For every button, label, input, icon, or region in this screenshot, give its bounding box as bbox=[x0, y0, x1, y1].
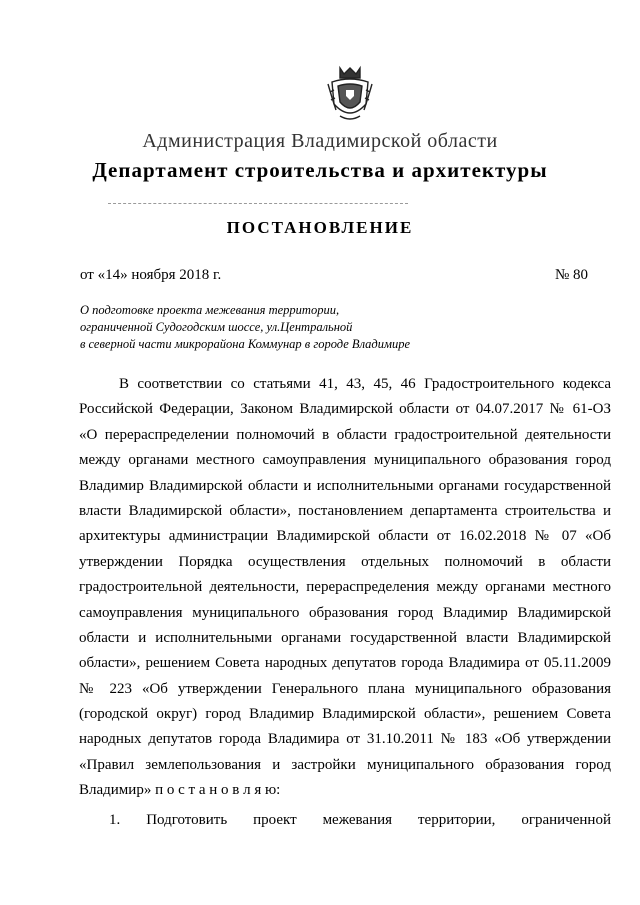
list-item-1 bbox=[79, 812, 611, 829]
body-line: № 223 «Об утверждении Генерального плана муниципального образования bbox=[79, 680, 611, 697]
header-divider bbox=[108, 203, 408, 204]
coat-of-arms-icon bbox=[326, 64, 374, 124]
body-line: В соответствии со статьями 41, 43, 45, 46 Градостроительного кодекса bbox=[119, 376, 611, 392]
body-line: области и исполнительными органами государственной власти Владимирской bbox=[79, 629, 611, 646]
body-line: Владимир Владимирской области и исполнительными органами государственной bbox=[79, 477, 611, 494]
list-item-word: Подготовить bbox=[146, 812, 228, 828]
list-item-word: ограниченной bbox=[521, 812, 611, 828]
body-line: самоуправления муниципального образования город Владимир Владимирской bbox=[79, 604, 611, 621]
document-body bbox=[79, 372, 611, 804]
subject-line: ограниченной Судогодским шоссе, ул.Центральной bbox=[80, 320, 353, 334]
body-line: утверждении Порядка осуществления отдельных полномочий в области bbox=[79, 553, 611, 570]
body-line: власти Владимирской области», постановлением департамента строительства и bbox=[79, 502, 611, 519]
body-line: «О перераспределении полномочий в области градостроительной деятельности bbox=[79, 426, 611, 443]
document-date: от «14» ноября 2018 г. bbox=[80, 267, 222, 283]
list-item-word: межевания bbox=[322, 812, 393, 828]
org-department-name: Департамент строительства и архитектуры bbox=[92, 158, 548, 182]
body-line: Российской Федерации, Законом Владимирской области от 04.07.2017 № 61-ОЗ bbox=[79, 401, 611, 418]
list-item-number: 1. bbox=[109, 812, 121, 828]
subject-line: в северной части микрорайона Коммунар в городе Владимире bbox=[80, 337, 411, 351]
body-line: градостроительной деятельности, перераспределения между органами местного bbox=[79, 579, 611, 596]
body-line: «Правил землепользования и застройки муниципального образования город bbox=[79, 756, 611, 773]
body-line: Владимир» п о с т а н о в л я ю: bbox=[79, 782, 281, 799]
body-line: между органами местного самоуправления муниципального образования город bbox=[79, 452, 611, 469]
document-number: № 80 bbox=[554, 267, 588, 283]
list-item-word: территории, bbox=[417, 812, 496, 828]
document-type: ПОСТАНОВЛЕНИЕ bbox=[226, 218, 414, 237]
body-line: архитектуры администрации Владимирской области от 16.02.2018 № 07 «Об bbox=[79, 528, 611, 545]
list-item-word: проект bbox=[253, 812, 297, 828]
subject-line: О подготовке проекта межевания территории, bbox=[80, 303, 340, 317]
body-line: области», решением Совета народных депутатов города Владимира от 05.11.2009 bbox=[79, 655, 611, 672]
org-admin-name: Администрация Владимирской области bbox=[142, 130, 498, 152]
body-line: народных депутатов города Владимира от 31.10.2011 № 183 «Об утверждении bbox=[79, 731, 611, 748]
document-subject bbox=[80, 302, 480, 353]
body-line: (городской округ) город Владимир Владимирской области», решением Совета bbox=[79, 706, 611, 723]
